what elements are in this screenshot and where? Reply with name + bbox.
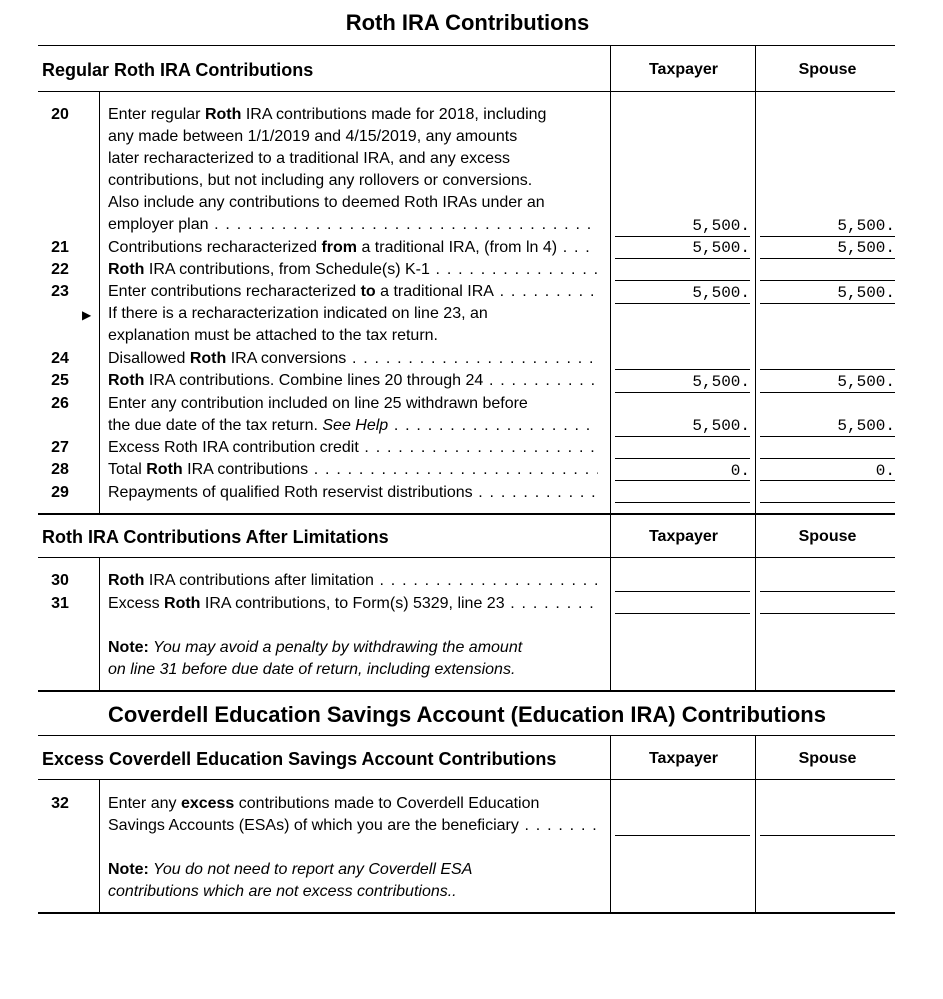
line-23-spouse-field[interactable]: 5,500. (837, 284, 895, 302)
coverdell-title: Coverdell Education Savings Account (Education IRA) Contributions (108, 702, 826, 727)
field-underline (615, 280, 750, 281)
field-underline (615, 591, 750, 592)
line-number: 21 (51, 239, 69, 256)
divider (99, 558, 100, 691)
divider (610, 736, 611, 913)
line-number: 20 (51, 106, 69, 123)
rule (38, 779, 895, 780)
line-26-text: the due date of the tax return. See Help . . . (108, 415, 598, 437)
col-taxpayer: Taxpayer (648, 61, 719, 78)
line-20-spouse-field[interactable]: 5,500. (837, 217, 895, 235)
line-20-text: contributions, but not including any rollovers or conversions. (108, 172, 533, 189)
line-number: 28 (51, 461, 69, 478)
line-31-text: Excess Roth IRA contributions, to Form(s) 5329, line 23 . . . (108, 593, 598, 615)
line-number: 32 (51, 795, 69, 812)
line-28-taxpayer-field[interactable]: 0. (730, 462, 750, 480)
roth-note: on line 31 before due date of return, including extensions. (108, 661, 516, 678)
line-number: 30 (51, 572, 69, 589)
field-underline (760, 613, 895, 614)
line-21-taxpayer-field[interactable]: 5,500. (692, 239, 750, 257)
line-24-text: Disallowed Roth IRA conversions . . . (108, 348, 598, 370)
line-32-text: Savings Accounts (ESAs) of which you are the beneficiary . . . (108, 815, 598, 837)
section-regular-roth: Regular Roth IRA Contributions (42, 60, 314, 80)
line-28-spouse-field[interactable]: 0. (875, 462, 895, 480)
line-20-text: any made between 1/1/2019 and 4/15/2019, any amounts (108, 128, 518, 145)
field-underline (615, 480, 750, 481)
rule (38, 91, 895, 92)
line-20-text: Enter regular Roth IRA contributions made for 2018, including (108, 106, 547, 123)
field-underline (760, 392, 895, 393)
line-27-spouse-field[interactable] (760, 437, 895, 459)
line-31-spouse-field[interactable] (760, 593, 895, 615)
line-26-spouse-field[interactable]: 5,500. (837, 417, 895, 435)
line-32-spouse-field[interactable] (760, 815, 895, 837)
col-spouse: Spouse (798, 528, 857, 545)
line-23-taxpayer-field[interactable]: 5,500. (692, 284, 750, 302)
line-22-spouse-field[interactable] (760, 259, 895, 281)
line-number: 22 (51, 261, 69, 278)
line-28-text: Total Roth IRA contributions . . . (108, 459, 598, 481)
line-25-taxpayer-field[interactable]: 5,500. (692, 373, 750, 391)
line-20-text: Also include any contributions to deemed Roth IRAs under an (108, 194, 545, 211)
roth-note: Note: You may avoid a penalty by withdrawing the amount (108, 639, 523, 656)
divider (610, 46, 611, 691)
line-30-taxpayer-field[interactable] (615, 570, 750, 592)
line-31-taxpayer-field[interactable] (615, 593, 750, 615)
line-32-taxpayer-field[interactable] (615, 815, 750, 837)
line-number: 27 (51, 439, 69, 456)
line-20-text: later recharacterized to a traditional IRA, and any excess (108, 150, 510, 167)
line-22-taxpayer-field[interactable] (615, 259, 750, 281)
line-21-spouse-field[interactable]: 5,500. (837, 239, 895, 257)
roth-title: Roth IRA Contributions (345, 10, 590, 35)
arrow-right-icon: ▶ (82, 308, 92, 322)
line-25-spouse-field[interactable]: 5,500. (837, 373, 895, 391)
line-20-taxpayer-field[interactable]: 5,500. (692, 217, 750, 235)
col-taxpayer: Taxpayer (648, 528, 719, 545)
line-23-note: If there is a recharacterization indicated on line 23, an (108, 305, 488, 322)
field-underline (615, 458, 750, 459)
line-24-spouse-field[interactable] (760, 348, 895, 370)
divider (755, 46, 756, 691)
col-spouse: Spouse (798, 61, 857, 78)
section-excess-coverdell: Excess Coverdell Education Savings Account Contributions (42, 749, 557, 769)
rule (38, 690, 895, 692)
field-underline (760, 480, 895, 481)
line-27-text: Excess Roth IRA contribution credit . . . (108, 437, 598, 459)
line-27-taxpayer-field[interactable] (615, 437, 750, 459)
field-underline (760, 591, 895, 592)
field-underline (760, 303, 895, 304)
field-underline (760, 458, 895, 459)
field-underline (760, 835, 895, 836)
rule (38, 513, 895, 515)
line-number: 31 (51, 595, 69, 612)
line-29-text: Repayments of qualified Roth reservist distributions . . . (108, 482, 598, 504)
line-29-spouse-field[interactable] (760, 482, 895, 504)
col-taxpayer: Taxpayer (648, 750, 719, 767)
line-number: 29 (51, 484, 69, 501)
line-32-text: Enter any excess contributions made to Coverdell Education (108, 795, 540, 812)
divider (99, 780, 100, 913)
line-23-note: explanation must be attached to the tax return. (108, 327, 438, 344)
field-underline (760, 502, 895, 503)
field-underline (615, 613, 750, 614)
line-24-taxpayer-field[interactable] (615, 348, 750, 370)
field-underline (615, 502, 750, 503)
rule (38, 912, 895, 914)
line-25-text: Roth IRA contributions. Combine lines 20 through 24 . . . (108, 370, 598, 392)
rule (38, 735, 895, 736)
line-number: 24 (51, 350, 69, 367)
line-number: 26 (51, 395, 69, 412)
rule (38, 557, 895, 558)
field-underline (615, 369, 750, 370)
divider (99, 92, 100, 513)
line-23-text: Enter contributions recharacterized to a traditional IRA . . . (108, 281, 598, 303)
line-30-spouse-field[interactable] (760, 570, 895, 592)
coverdell-note: Note: You do not need to report any Coverdell ESA (108, 861, 473, 878)
field-underline (760, 369, 895, 370)
field-underline (615, 835, 750, 836)
coverdell-note: contributions which are not excess contributions.. (108, 883, 457, 900)
line-20-text: employer plan . . . (108, 214, 598, 236)
field-underline (760, 280, 895, 281)
line-30-text: Roth IRA contributions after limitation . . . (108, 570, 598, 592)
line-26-text: Enter any contribution included on line 25 withdrawn before (108, 395, 528, 412)
line-22-text: Roth IRA contributions, from Schedule(s) K-1 . . . (108, 259, 598, 281)
field-underline (615, 392, 750, 393)
line-number: 23 (51, 283, 69, 300)
rule (38, 45, 895, 46)
field-underline (615, 303, 750, 304)
col-spouse: Spouse (798, 750, 857, 767)
line-number: 25 (51, 372, 69, 389)
section-after-limitations: Roth IRA Contributions After Limitations (42, 527, 389, 547)
line-26-taxpayer-field[interactable]: 5,500. (692, 417, 750, 435)
line-29-taxpayer-field[interactable] (615, 482, 750, 504)
line-21-text: Contributions recharacterized from a traditional IRA, (from ln 4) . . . (108, 237, 598, 259)
